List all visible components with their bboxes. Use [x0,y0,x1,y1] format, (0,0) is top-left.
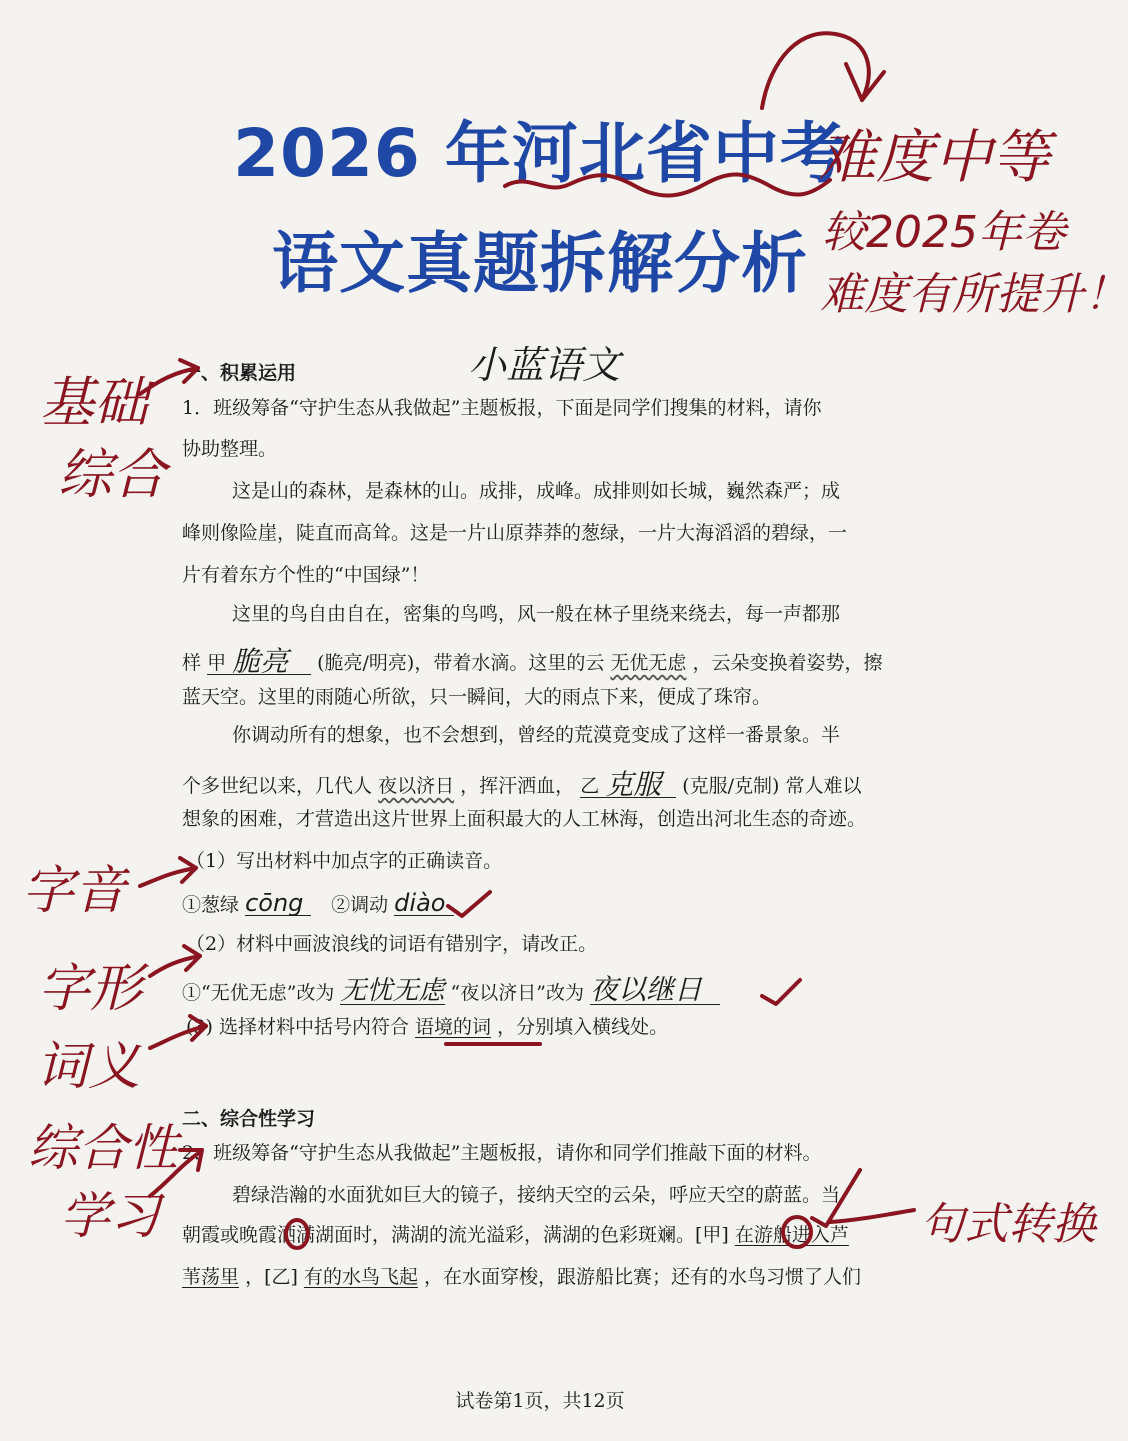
side-label-comprehensive-2: 学习 [60,1187,160,1245]
answer-pinyin-1: cōng [245,889,304,917]
sub-question-3-b: ，分别填入横线处。 [497,1016,669,1038]
side-label-word-meaning: 词义 [36,1037,141,1097]
answer-fix-2-blank [590,973,720,1006]
sub-question-3 [186,1018,668,1037]
side-label-comprehensive-1: 综合性 [28,1119,178,1177]
blank-yi-mark: 乙 [580,775,600,797]
section-2-heading: 二、综合性学习 [182,1108,316,1130]
passage-2-text-c: ，云朵变换着姿势，擦 [692,652,883,674]
section-1-heading: 一、积累运用 [182,362,297,384]
sub-question-2-b: “夜以济日”改为 [450,982,584,1004]
passage-4-text-a: 朝霞或晚霞洒满湖面时，满湖的流光溢彩，满湖的色彩斑斓。[甲] [182,1224,729,1246]
passage-1-line-2: 峰则像险崖，陡直而高耸。这是一片山原莽莽的葱绿，一片大海滔滔的碧绿，一 [182,522,848,544]
passage-4-text-b: ，[乙] [245,1266,298,1288]
page-title-line-2: 语文真题拆解分析 [272,225,808,302]
sub-question-1-b: ②调动 [331,894,389,916]
page-footer: 试卷第1页，共12页 [455,1390,625,1412]
question-1-line-2: 协助整理。 [182,438,278,460]
passage-3-line-2 [182,768,862,801]
arrow-shape-icon [150,956,200,976]
sub-question-2-a: ①“无优无虑”改为 [182,982,335,1004]
passage-2-text-b: (脆亮/明亮)，带着水滴。这里的云 [317,652,605,674]
arrow-sentence-icon [830,1210,914,1222]
wavy-word-2: 夜以济日 [378,775,455,797]
wavy-word-1: 无优无虑 [610,652,687,674]
answer-pinyin-2: diào [394,889,446,917]
passage-4-line-3 [182,1268,861,1287]
sub-question-2: （2）材料中画波浪线的词语有错别字，请改正。 [186,933,598,955]
sub-question-1: （1）写出材料中加点字的正确读音。 [186,850,503,872]
page-title-line-1: 2026 年河北省中考 [233,115,847,192]
arrow-to-difficulty-head-icon [846,64,884,100]
passage-3-text-b: ，挥汗洒血， [460,775,575,797]
sub-question-3-a: (3) 选择材料中括号内符合 [186,1016,409,1038]
passage-1-line-1: 这是山的森林，是森林的山。成排，成峰。成排则如长城，巍然森严；成 [232,480,841,502]
check-fix-icon [762,980,800,1004]
question-2: 2．班级筹备“守护生态从我做起”主题板报，请你和同学们推敲下面的材料。 [182,1142,822,1164]
passage-4-line-2 [182,1226,849,1245]
blank-jia [207,645,311,678]
blank-yi [580,768,676,801]
side-label-basic-1: 基础 [40,371,148,434]
note-difficulty: 难度中等 [818,123,1051,191]
passage-4-underlined-3: 有的水鸟飞起 [303,1266,418,1288]
passage-2-line-2 [182,645,883,678]
passage-4-underlined-2: 苇荡里 [182,1266,240,1288]
passage-2-line-1: 这里的鸟自由自在，密集的鸟鸣，风一般在林子里绕来绕去，每一声都那 [232,603,841,625]
sub-question-1-a: ①葱绿 [182,894,240,916]
side-label-character-shape: 字形 [38,959,143,1019]
passage-4-line-1: 碧绿浩瀚的水面犹如巨大的镜子，接纳天空的云朵，呼应天空的蔚蓝。当 [232,1184,841,1206]
passage-3-line-1: 你调动所有的想象，也不会想到，曾经的荒漠竟变成了这样一番景象。半 [232,724,841,746]
arrow-to-difficulty-icon [762,33,869,108]
side-label-sentence-form: 句式转换 [920,1199,1096,1250]
passage-2-line-3: 蓝天空。这里的雨随心所欲，只一瞬间，大的雨点下来，便成了珠帘。 [182,686,772,708]
passage-4-text-c: ，在水面穿梭，跟游船比赛；还有的水鸟习惯了人们 [424,1266,862,1288]
sub-question-1-answers [182,891,454,916]
passage-1-line-3: 片有着东方个性的“中国绿”！ [182,564,430,586]
check-pinyin-icon [448,892,490,916]
passage-4-underlined-1: 在游船进入芦 [734,1224,849,1246]
side-label-pronunciation: 字音 [22,861,127,921]
note-compare-line-1: 较2025年卷 [822,207,1066,258]
sub-question-3-underlined: 语境的词 [415,1016,492,1038]
note-compare-line-2: 难度有所提升！ [820,269,1128,320]
passage-3-text-c: (克服/克制) 常人难以 [682,775,862,797]
answer-fill-1: 脆亮 [232,645,289,678]
signature-xiaolan: 小蓝语文 [468,343,621,387]
passage-3-text-a: 个多世纪以来，几代人 [182,775,373,797]
answer-fix-1: 无忧无虑 [340,976,445,1006]
side-label-basic-2: 综合 [58,443,166,506]
passage-2-text-a: 样 [182,652,202,674]
answer-pinyin-2-blank [394,891,454,916]
question-1-line-1: 1．班级筹备“守护生态从我做起”主题板报，下面是同学们搜集的材料，请你 [182,397,822,419]
blank-jia-mark: 甲 [207,652,227,674]
answer-fill-2: 克服 [605,768,662,801]
answer-fix-2: 夜以继日 [590,973,703,1006]
answer-pinyin-1-blank [245,891,311,916]
answer-fix-1-blank [340,978,444,1005]
sub-question-2-answers [182,973,720,1006]
passage-3-line-3: 想象的困难，才营造出这片世界上面积最大的人工林海，创造出河北生态的奇迹。 [182,808,867,830]
